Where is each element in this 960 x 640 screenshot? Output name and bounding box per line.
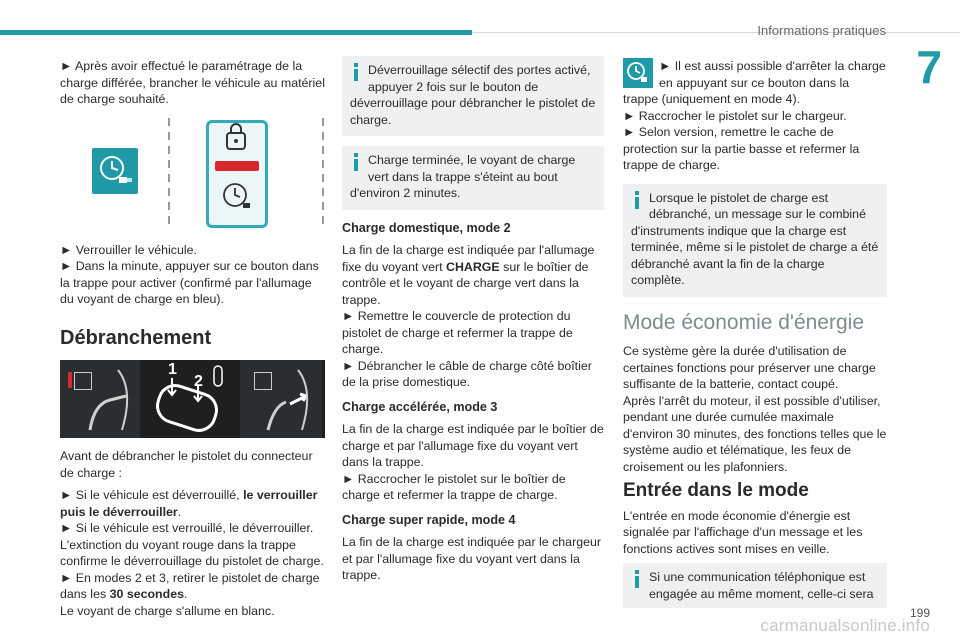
bullet-lock: ► Verrouiller le véhicule. bbox=[60, 242, 197, 257]
paragraph: La fin de la charge est indiquée par le boîtier de charge et par l'allumage fixe du voyant vert dans la trappe. bbox=[342, 422, 604, 469]
charge-flap-icon bbox=[206, 120, 268, 228]
paragraph bbox=[342, 242, 604, 308]
text-run: . bbox=[177, 504, 182, 519]
section-title: Informations pratiques bbox=[757, 23, 886, 38]
paragraph: ► Raccrocher le pistolet sur le chargeur. bbox=[623, 108, 847, 123]
text-run: sur le boîtier de contrôle et le voyant de charge vert dans la trappe. bbox=[342, 259, 589, 307]
info-icon bbox=[631, 191, 643, 209]
page-number: 199 bbox=[909, 606, 930, 620]
column-3 bbox=[623, 58, 887, 618]
paragraph: ► Si le véhicule est verrouillé, le déverrouiller. bbox=[60, 521, 314, 535]
key-fob-panel bbox=[142, 360, 238, 438]
paragraph: ► Remettre le couvercle de protection du pistolet de charge et refermer la trappe de charge. bbox=[342, 309, 573, 356]
paragraph: ► Selon version, remettre le cache de protection sur la partie basse et refermer la trappe de charge. bbox=[623, 125, 860, 172]
bullet-press: ► Dans la minute, appuyer sur ce bouton dans la trappe pour activer (confirmé par l'allumage du voyant de charge en bleu). bbox=[60, 259, 319, 306]
timer-plug-icon bbox=[92, 148, 138, 194]
flap-panel-right bbox=[240, 360, 322, 438]
heading-enter-mode: Entrée dans le mode bbox=[623, 480, 809, 501]
note-text: Déverrouillage sélectif des portes activé, appuyer 2 fois sur le bouton de déverrouillage pour débrancher le pistolet de charge. bbox=[350, 63, 596, 127]
watermark: carmanualsonline.info bbox=[760, 616, 930, 635]
text-bold: CHARGE bbox=[446, 259, 500, 274]
text-bold: 30 secondes bbox=[109, 587, 184, 601]
paragraph: L'entrée en mode économie d'énergie est signalée par l'affichage d'un message et les fonctions actives sont mises en veille. bbox=[623, 508, 863, 556]
paragraph bbox=[60, 570, 325, 603]
info-icon bbox=[631, 570, 643, 588]
paragraph bbox=[60, 242, 325, 308]
text-run: . bbox=[183, 587, 188, 601]
header-accent-bar bbox=[0, 30, 472, 35]
step-number-1: 1 bbox=[168, 361, 177, 378]
note-text: Si une communication téléphonique est engagée au même moment, celle-ci sera bbox=[649, 570, 874, 601]
heading-mode-3: Charge accélérée, mode 3 bbox=[342, 399, 498, 414]
flap-panel-left bbox=[60, 360, 140, 438]
text-run: ► Si le véhicule est déverrouillé, bbox=[60, 488, 244, 502]
heading-mode-4: Charge super rapide, mode 4 bbox=[342, 512, 516, 527]
divider-dash bbox=[322, 118, 324, 228]
info-note bbox=[623, 184, 887, 297]
text-run: La fin de la charge est indiquée par l'allumage fixe du voyant vert bbox=[342, 243, 595, 274]
paragraph: Après l'arrêt du moteur, il est possible d'utiliser, pendant une durée cumulée maximale d'environ 30 minutes, des fonctions telles que le système audio et télématique, les feux de croisement ou les plafonniers. bbox=[623, 393, 887, 474]
chapter-number: 7 bbox=[916, 41, 942, 93]
paragraph: ► Après avoir effectué le paramétrage de la charge différée, brancher le véhicule au matériel de charge souhaité. bbox=[60, 59, 325, 106]
charge-button-illustration bbox=[60, 118, 325, 230]
info-note bbox=[342, 56, 604, 136]
text-run: ► En modes 2 et 3, retirer le pistolet de charge dans les bbox=[60, 570, 320, 601]
paragraph bbox=[60, 487, 325, 520]
heading-mode-2: Charge domestique, mode 2 bbox=[342, 220, 511, 235]
info-note bbox=[623, 563, 887, 608]
paragraph: La fin de la charge est indiquée par le chargeur et par l'allumage fixe du voyant vert dans la trappe. bbox=[342, 535, 601, 582]
note-text: Charge terminée, le voyant de charge vert dans la trappe s'éteint au bout d'environ 2 minutes. bbox=[350, 153, 576, 200]
unplug-illustration bbox=[60, 360, 325, 438]
heading-energy-mode: Mode économie d'énergie bbox=[623, 310, 864, 334]
paragraph: Avant de débrancher le pistolet du connecteur de charge : bbox=[60, 449, 313, 480]
header-rule bbox=[472, 32, 960, 33]
text-bold: le verrouiller puis le déverrouiller bbox=[60, 488, 318, 519]
stop-charge-button-icon bbox=[623, 58, 653, 88]
divider-dash bbox=[168, 118, 170, 228]
red-indicator bbox=[215, 161, 259, 171]
column-2 bbox=[342, 56, 604, 590]
info-icon bbox=[350, 153, 362, 171]
paragraph: Le voyant de charge s'allume en blanc. bbox=[60, 603, 275, 618]
info-note bbox=[342, 146, 604, 210]
heading-debranchement: Débranchement bbox=[60, 326, 212, 349]
paragraph: Ce système gère la durée d'utilisation de certaines fonctions pour préserver une charge suffisante de la batterie, contact coupé. bbox=[623, 344, 876, 391]
note-text: Lorsque le pistolet de charge est débranché, un message sur le combiné d'instruments indique que la charge est terminée, même si le pistolet de charge a été débranché avant la fin de la charge complète. bbox=[631, 190, 879, 287]
paragraph: ► Raccrocher le pistolet sur le boîtier de charge et refermer la trappe de charge. bbox=[342, 471, 566, 502]
info-icon bbox=[350, 63, 362, 81]
paragraph bbox=[623, 58, 887, 108]
step-number-2: 2 bbox=[194, 373, 203, 390]
column-1 bbox=[60, 58, 325, 625]
paragraph: ► Débrancher le câble de charge côté boîtier de la prise domestique. bbox=[342, 358, 592, 389]
text-run: ► Il est aussi possible d'arrêter la charge en appuyant sur ce bouton dans la trappe (uniquement en mode 4). bbox=[623, 59, 886, 106]
paragraph: L'extinction du voyant rouge dans la trappe confirme le déverrouillage du pistolet de charge. bbox=[60, 537, 324, 568]
